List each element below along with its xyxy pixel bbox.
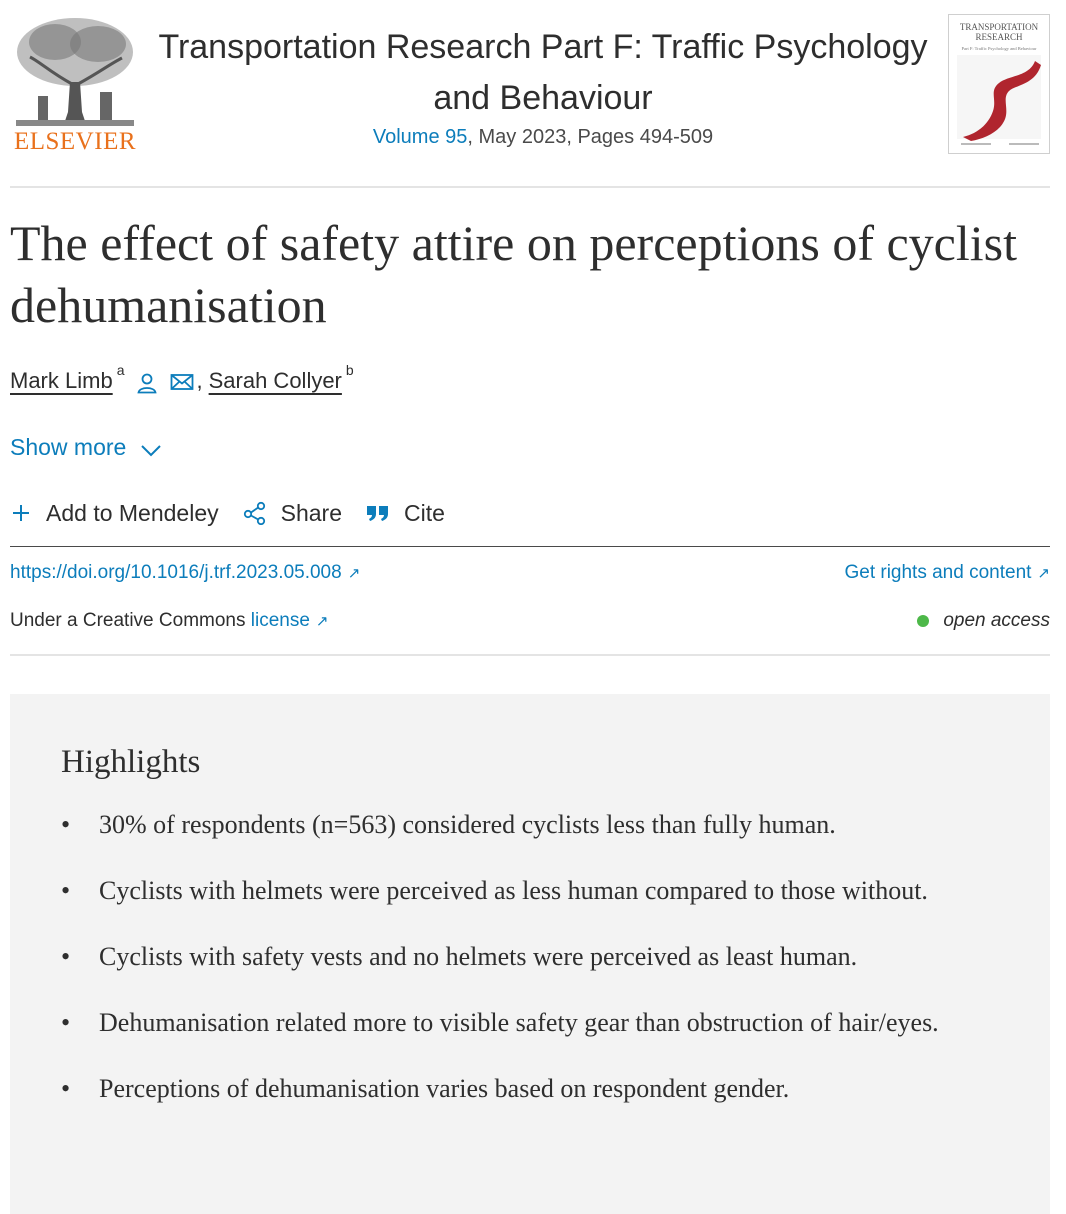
author-link-2[interactable]: Sarah Collyer — [208, 368, 342, 393]
share-button[interactable] — [243, 500, 342, 527]
highlight-item — [61, 804, 961, 845]
license-link-text: license — [250, 610, 310, 631]
bullet-icon: • — [61, 1008, 71, 1037]
article-actions — [10, 496, 469, 530]
cover-subtitle: Part F: Traffic Psychology and Behaviour — [961, 46, 1037, 51]
license-prefix: Under a Creative Commons — [10, 610, 251, 631]
open-access-dot-icon — [917, 615, 929, 627]
highlight-item — [61, 870, 961, 911]
author-list — [10, 362, 354, 404]
header-divider — [10, 186, 1050, 188]
cover-title-1: TRANSPORTATION — [959, 22, 1039, 32]
journal-cover-image[interactable] — [948, 14, 1050, 154]
highlight-text: Dehumanisation related more to visible safety gear than obstruction of hair/eyes. — [99, 1008, 939, 1037]
cover-title-2: RESEARCH — [975, 32, 1023, 42]
author-link-1[interactable]: Mark Limb — [10, 368, 113, 393]
bullet-icon: • — [61, 1074, 71, 1103]
license-text — [10, 610, 329, 632]
add-to-mendeley-label: Add to Mendeley — [46, 499, 219, 526]
external-link-icon: ↗ — [315, 613, 329, 630]
bullet-icon: • — [61, 942, 71, 971]
external-link-icon: ↗ — [1037, 565, 1050, 582]
journal-title-line-1: Transportation Research Part F: Traffic Psychology — [158, 28, 928, 66]
highlight-text: Perceptions of dehumanisation varies based on respondent gender. — [99, 1074, 790, 1103]
author-separator: , — [196, 368, 203, 393]
open-access-label: open access — [943, 610, 1050, 631]
cite-label: Cite — [404, 499, 445, 526]
external-link-icon: ↗ — [347, 565, 361, 582]
share-label: Share — [280, 499, 342, 526]
show-more-button[interactable] — [10, 434, 162, 461]
rights-link[interactable] — [844, 562, 1050, 584]
journal-header — [0, 0, 1066, 190]
author-affiliation-2[interactable]: b — [345, 362, 354, 378]
doi-row — [10, 562, 1050, 584]
highlight-item — [61, 1068, 961, 1109]
doi-link[interactable] — [10, 562, 360, 584]
article-title: The effect of safety attire on perceptions of cyclist dehumanisation — [10, 215, 1017, 333]
journal-title-line-2: and Behaviour — [433, 79, 653, 117]
journal-title[interactable] — [150, 22, 936, 124]
share-icon — [243, 501, 267, 525]
add-to-mendeley-button[interactable] — [10, 500, 219, 527]
highlights-section — [10, 694, 1050, 1214]
issue-info — [150, 126, 936, 149]
show-more-label: Show more — [10, 434, 127, 460]
highlight-item — [61, 936, 961, 977]
highlight-text: 30% of respondents (n=563) considered cyclists less than fully human. — [99, 810, 836, 839]
highlight-item — [61, 1002, 961, 1043]
highlight-text: Cyclists with safety vests and no helmets were perceived as least human. — [99, 942, 858, 971]
volume-link[interactable]: Volume 95 — [372, 126, 468, 148]
highlights-list — [61, 804, 961, 1134]
quote-icon — [366, 503, 390, 523]
doi-text: https://doi.org/10.1016/j.trf.2023.05.008 — [10, 562, 342, 583]
author-affiliation-1[interactable]: a — [116, 362, 125, 378]
rights-text: Get rights and content — [844, 562, 1032, 583]
cite-button[interactable] — [366, 500, 445, 527]
highlights-heading: Highlights — [61, 744, 201, 780]
bullet-icon: • — [61, 810, 71, 839]
envelope-icon[interactable] — [170, 372, 194, 398]
bullet-icon: • — [61, 876, 71, 905]
person-icon[interactable] — [136, 372, 158, 400]
elsevier-wordmark: ELSEVIER — [13, 128, 137, 155]
license-row — [10, 610, 1050, 632]
actions-divider — [10, 546, 1050, 547]
open-access-badge — [917, 610, 1050, 632]
journal-cover-icon — [949, 15, 1049, 153]
highlight-text: Cyclists with helmets were perceived as less human compared to those without. — [99, 876, 928, 905]
chevron-down-icon — [140, 437, 162, 464]
issue-details: , May 2023, Pages 494-509 — [467, 126, 714, 148]
license-link[interactable] — [251, 610, 329, 631]
plus-icon — [10, 502, 32, 524]
meta-divider — [10, 654, 1050, 656]
